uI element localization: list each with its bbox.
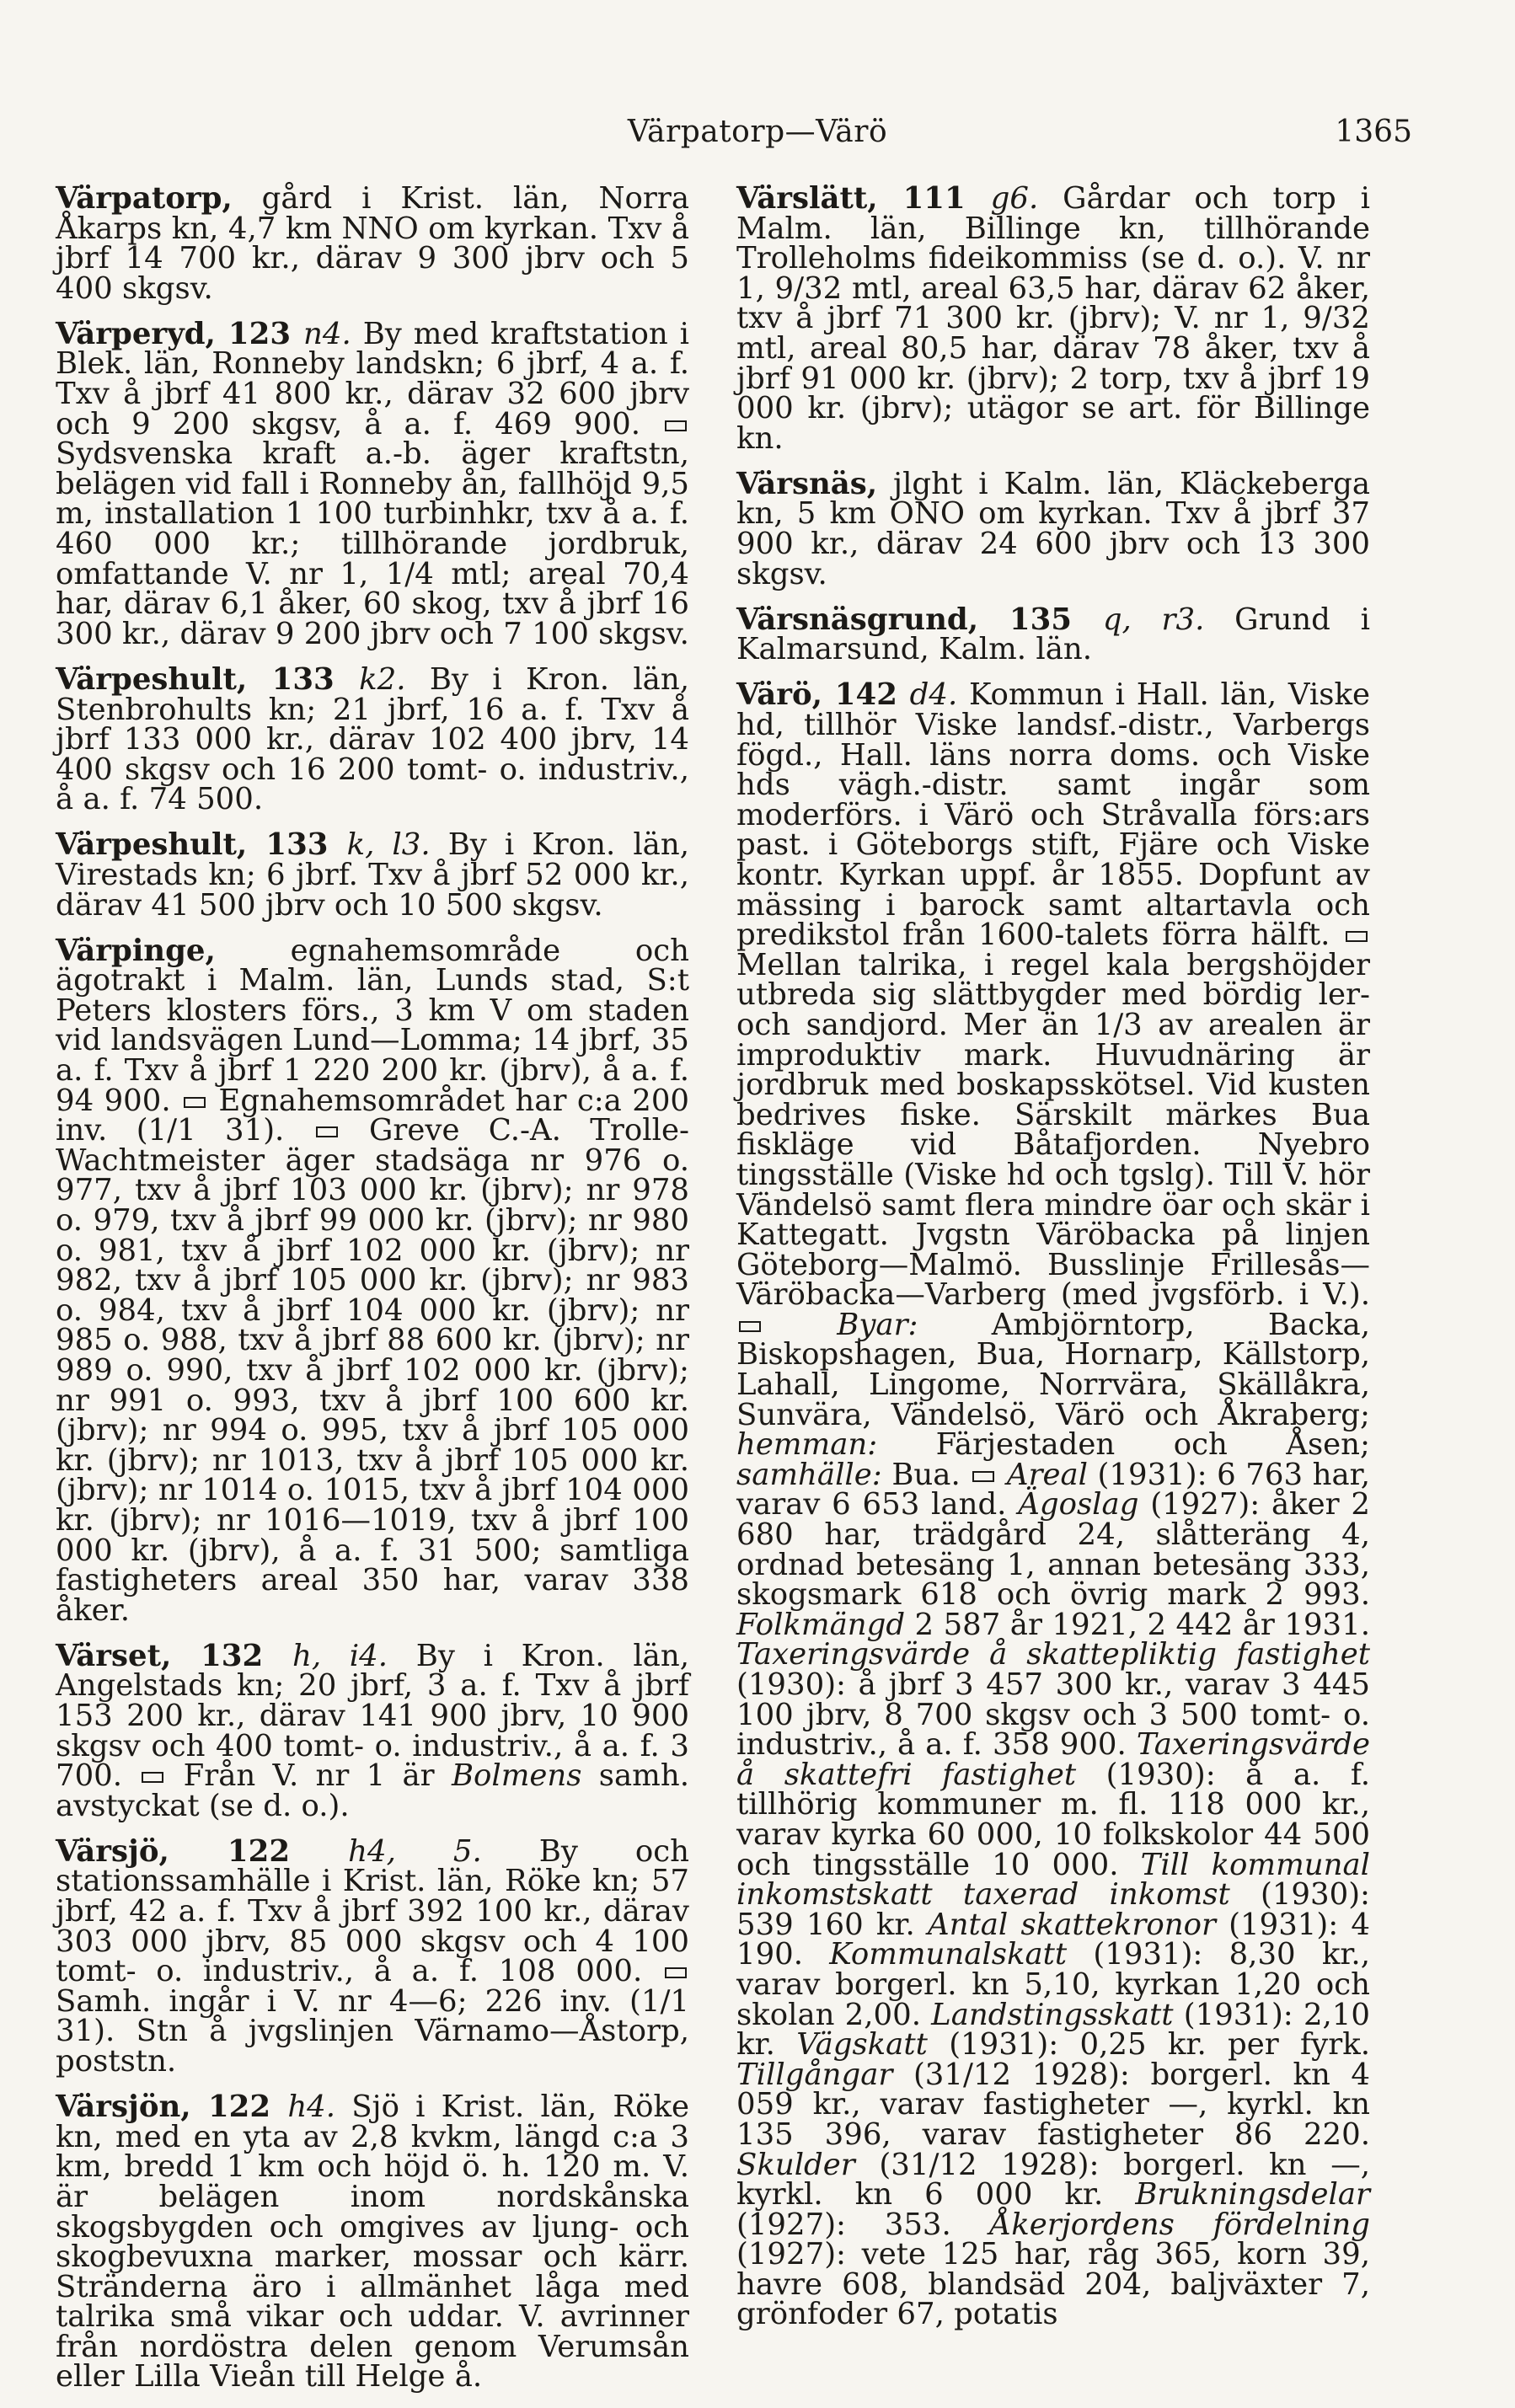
italic-term: hemman: [736,1427,878,1463]
entry-text: (1931): 4 190. [736,1907,1370,1972]
section-separator-mark [739,1321,761,1332]
entry-headword: Värpeshult, 133 [56,661,360,697]
entry-headword: Värsjö, 122 [56,1833,349,1869]
italic-term: Areal [1006,1457,1088,1492]
gazetteer-entry [736,466,1370,591]
entry-text: By med kraftstation i Blek. län, Ronneby landskn; 6 jbrf, 4 a. f. Txv å jbrf 41 800 kr., därav 32 600 jbrv och 9 200 skgsv, å a. f. 469 900. [56,316,689,441]
entry-headword: Värset, 132 [56,1638,292,1673]
entry-text: (1931): 6 763 har, varav 6 653 land. [736,1457,1370,1522]
italic-term: Landstingsskatt [931,1997,1174,2032]
entry-text: samh. avstyckat (se d. o.). [56,1758,689,1823]
entry-text: Egnahemsområdet har c:a 200 inv. (1/1 31). [56,1083,689,1148]
map-reference: h4, 5. [348,1833,482,1869]
gazetteer-entry [736,602,1370,667]
map-reference: n4. [303,316,351,351]
gazetteer-entry [56,933,689,1628]
entry-text: Mellan talrika, i regel kala bergshöjder utbreda sig slättbygder med bördig ler- och sandjord. Mer än 1/3 av arealen är improduktiv mark. Huvudnäring är jordbruk med boskapsskötsel. Vid kusten bedrives fiske. Särskilt märkes Bua fiskläge vid Båtafjorden. Nyebro tingsställe (Viske hd och tgslg). Till V. hör Vändelsö samt flera mindre öar och skär i Kattegatt. Jvgstn Väröbacka på linjen Göteborg—Malmö. Busslinje Frillesås—Väröbacka—Varberg (med jvgsförb. i V.). [736,947,1370,1313]
entry-text: jlght i Kalm. län, Kläckeberga kn, 5 km ONO om kyrkan. Txv å jbrf 37 900 kr., därav 24 600 jbrv och 13 300 skgsv. [736,466,1370,591]
italic-term: Folkmängd [736,1607,906,1642]
entry-text: (1927): vete 125 har, råg 365, korn 39, havre 608, blandsäd 204, baljväxter 7, grönfoder 67, potatis [736,2237,1370,2332]
italic-term: Antal skattekronor [928,1907,1216,1942]
entry-text: Gårdar och torp i Malm. län, Billinge kn, tillhörande Trolleholms fideikommiss (se d. o.). V. nr 1, 9/32 mtl, areal 63,5 har, därav 62 åker, txv å jbrf 71 300 kr. (jbrv); V. nr 1, 9/32 mtl, areal 80,5 har, därav 78 åker, txv å jbrf 91 000 kr. (jbrv); 2 torp, txv å jbrf 19 000 kr. (jbrv); utägor se art. för Billinge kn. [736,181,1370,456]
entry-text: By i Kron. län, Angelstads kn; 20 jbrf, 3 a. f. Txv å jbrf 153 200 kr., därav 141 900 jbrv, 10 900 skgsv och 400 tomt- o. industriv., å a. f. 3 700. [56,1638,689,1794]
entry-text: egnahemsområde och ägotrakt i Malm. län, Lunds stad, S:t Peters klosters förs., 3 km V om staden vid landsvägen Lund—Lomma; 14 jbrf, 35 a. f. Txv å jbrf 1 220 200 kr. (jbrv), å a. f. 94 900. [56,933,689,1118]
section-separator-mark [316,1126,338,1137]
italic-term: Tillgångar [736,2057,893,2092]
entry-text: By i Kron. län, Stenbrohults kn; 21 jbrf, 16 a. f. Txv å jbrf 133 000 kr., därav 102 400 jbrv, 14 400 skgsv och 16 200 tomt- o. industriv., å a. f. 74 500. [56,661,689,817]
entry-text: (1930): å jbrf 3 457 300 kr., varav 3 445 100 jbrv, 8 700 skgsv och 3 500 tomt- o. industriv., å a. f. 358 900. [736,1667,1370,1763]
entry-text: gård i Krist. län, Norra Åkarps kn, 4,7 km NNO om kyrkan. Txv å jbrf 14 700 kr., därav 9 300 jbrv och 5 400 skgsv. [56,181,689,306]
entry-text: Från V. nr 1 är [166,1758,452,1794]
italic-term: Brukningsdelar [1135,2177,1370,2213]
section-separator-mark [184,1097,206,1108]
entry-text: Samh. ingår i V. nr 4—6; 226 inv. (1/1 31). Stn å jvgslinjen Värnamo—Åstorp, poststn. [56,1983,689,2079]
entry-text: (31/12 1928): borgerl. kn —, kyrkl. kn 6 000 kr. [736,2147,1370,2213]
italic-term: Byar: [837,1307,918,1342]
gazetteer-entry [56,661,689,817]
entry-text: (1927): åker 2 680 har, trädgård 24, slåtteräng 4, ordnad betesäng 1, annan betesäng 333, skogsmark 618 och övrig mark 2 993. [736,1487,1370,1613]
entry-text: (1931): 0,25 kr. per fyrk. [927,2027,1371,2063]
entry-headword: Värpatorp, [56,181,233,216]
page-number: 1365 [1335,115,1412,149]
entry-headword: Värsnäsgrund, 135 [736,602,1103,637]
map-reference: q, r3. [1102,602,1205,637]
italic-term: samhälle: [736,1457,882,1492]
entry-text: By och stationssamhälle i Krist. län, Röke kn; 57 jbrf, 42 a. f. Txv å jbrf 392 100 kr., därav 303 000 jbrv, 85 000 skgsv och 4 100 tomt- o. industriv., å a. f. 108 000. [56,1833,689,1989]
entry-text: Sjö i Krist. län, Röke kn, med en yta av 2,8 kvkm, längd c:a 3 km, bredd 1 km och höjd ö. h. 120 m. V. är belägen inom nordskånska skogsbygden och omgives av ljung- och skogbevuxna marker, mossar och kärr. Stränderna äro i allmänhet låga med talrika små vikar och uddar. V. avrinner från nordöstra delen genom Verumsån eller Lilla Vieån till Helge å. [56,2090,689,2395]
left-column [56,181,689,2408]
italic-term: Bolmens [451,1758,582,1794]
entry-headword: Värpinge, [56,933,216,968]
entry-text: Grund i Kalmarsund, Kalm. län. [736,602,1370,667]
section-separator-mark [1346,931,1368,942]
gazetteer-entry [736,181,1370,456]
gazetteer-entry [56,827,689,923]
section-separator-mark [665,1967,687,1978]
entry-headword: Värperyd, 123 [56,316,304,351]
entry-text: (1930): å a. f. tillhörig kommuner m. fl. 118 000 kr., varav kyrka 60 000, 10 folkskolor 44 500 och tingsställe 10 000. [736,1757,1370,1882]
entry-text: Greve C.-A. Trolle-Wachtmeister äger stadsäga nr 976 o. 977, txv å jbrf 103 000 kr. (jbrv); nr 978 o. 979, txv å jbrf 99 000 kr. (jbrv); nr 980 o. 981, txv å jbrf 102 000 kr. (jbrv); nr 982, txv å jbrf 105 000 kr. (jbrv); nr 983 o. 984, txv å jbrf 104 000 kr. (jbrv); nr 985 o. 988, txv å jbrf 88 600 kr. (jbrv); nr 989 o. 990, txv å jbrf 102 000 kr. (jbrv); nr 991 o. 993, txv å jbrf 100 600 kr. (jbrv); nr 994 o. 995, txv å jbrf 105 000 kr. (jbrv); nr 1013, txv å jbrf 105 000 kr. (jbrv); nr 1014 o. 1015, txv å jbrf 104 000 kr. (jbrv); nr 1016—1019, txv å jbrf 100 000 kr. (jbrv), å a. f. 31 500; samtliga fastigheters areal 350 har, varav 338 åker. [56,1113,689,1628]
entry-text: (1930): 539 160 kr. [736,1877,1371,1942]
map-reference: k2. [359,661,406,697]
gazetteer-entry [736,677,1371,2332]
italic-term: Taxeringsvärde å skattefri fastighet [736,1727,1370,1792]
italic-term: Till kommunal inkomstskatt taxerad inkomst [736,1847,1371,1913]
gazetteer-entry [56,1638,689,1823]
entry-text: By i Kron. län, Virestads kn; 6 jbrf. Txv å jbrf 52 000 kr., därav 41 500 jbrv och 10 500 skgsv. [56,827,689,923]
entry-headword: Värpeshult, 133 [56,827,347,863]
italic-term: Vägskatt [796,2027,928,2063]
map-reference: g6. [990,181,1039,216]
entry-text: Bua. [881,1457,971,1492]
entry-headword: Värsnäs, [736,466,878,501]
section-separator-mark [972,1471,994,1482]
gazetteer-entry [56,316,689,651]
entry-text: (1931): 2,10 kr. [736,1997,1370,2063]
italic-term: Åkerjordens fördelning [989,2207,1371,2242]
entry-text: (1931): 8,30 kr., varav borgerl. kn 5,10, kyrkan 1,20 och skolan 2,00. [736,1937,1370,2032]
entry-headword: Värslätt, 111 [736,181,991,216]
map-reference: h, i4. [292,1638,388,1673]
entry-text: Kommun i Hall. län, Viske hd, tillhör Viske landsf.-distr., Varbergs fögd., Hall. läns norra doms. och Viske hds vägh.-distr. samt ingår som moderförs. i Värö och Stråvalla förs:ars past. i Göteborgs stift, Fjäre och Viske kontr. Kyrkan uppf. år 1855. Dopfunt av mässing i barock samt altartavla och predikstol från 1600-talets förra hälft. [736,677,1370,953]
right-column [736,181,1371,2346]
entry-text: Sydsvenska kraft a.-b. äger kraftstn, belägen vid fall i Ronneby ån, fallhöjd 9,5 m, installation 1 100 turbinhkr, txv å a. f. 460 000 kr.; tillhörande jordbruk, omfattande V. nr 1, 1/4 mtl; areal 70,4 har, därav 6,1 åker, 60 skog, txv å jbrf 16 300 kr., därav 9 200 jbrv och 7 100 skgsv. [56,436,689,651]
running-header: Värpatorp—Värö [627,115,888,149]
gazetteer-entry [56,1833,689,2079]
italic-term: Kommunalskatt [829,1937,1068,1972]
entry-headword: Värö, 142 [736,677,910,713]
gazetteer-entry [56,181,689,306]
section-separator-mark [142,1772,163,1783]
map-reference: d4. [909,677,958,713]
map-reference: h4. [287,2090,336,2125]
italic-term: Taxeringsvärde å skattepliktig fastighet [736,1637,1370,1672]
entry-text: Färjestaden och Åsen; [877,1427,1370,1463]
section-separator-mark [665,420,687,431]
map-reference: k, l3. [346,827,431,863]
italic-term: Ägoslag [1018,1487,1139,1522]
gazetteer-entry [56,2090,689,2395]
entry-headword: Värsjön, 122 [56,2090,288,2125]
entry-text: (1927): 353. [736,2207,990,2242]
entry-text: 2 587 år 1921, 2 442 år 1931. [905,1607,1370,1642]
entry-text: (31/12 1928): borgerl. kn 4 059 kr., varav fastigheter —, kyrkl. kn 135 396, varav fastigheter 86 220. [736,2057,1370,2152]
entry-text: Ambjörntorp, Backa, Biskopshagen, Bua, Hornarp, Källstorp, Lahall, Lingome, Norrvära, Skällåkra, Sunvära, Vändelsö, Värö och Åkraberg; [736,1307,1370,1432]
italic-term: Skulder [736,2147,855,2182]
